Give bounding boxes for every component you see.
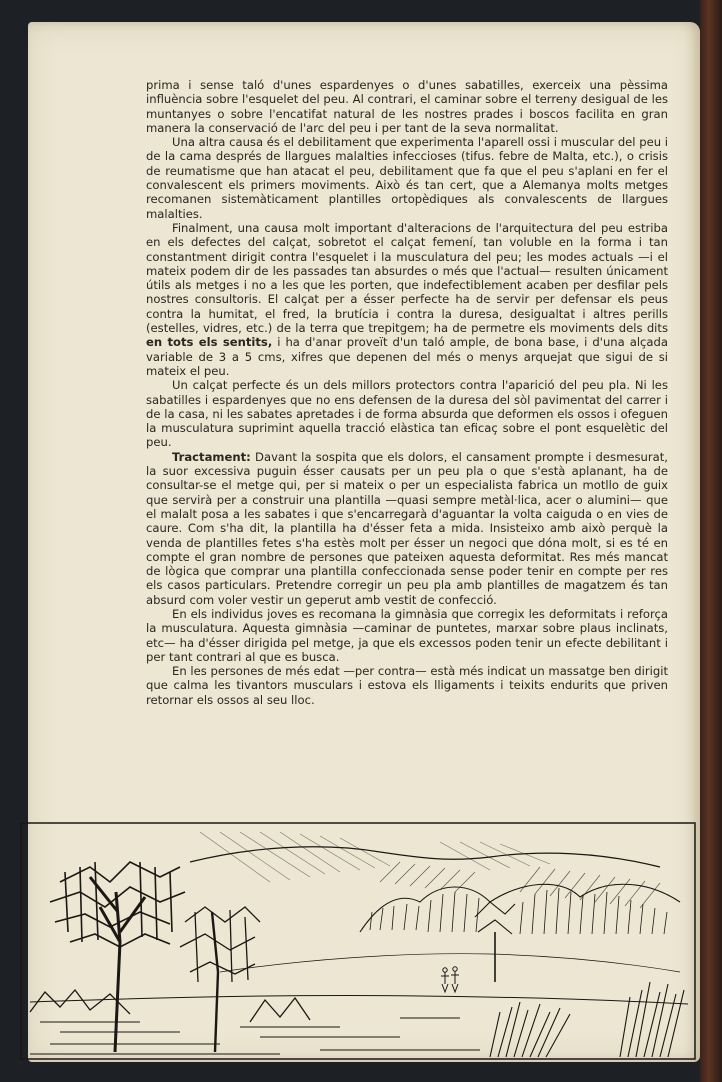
paragraph-3-text-end: i ha d'anar proveït d'un taló ample, de bona base, i d'una alçada variable de 3 a 5 cms, xifres que depenen del més o menys arquejat que sigui de si mateix el peu.: [146, 335, 669, 378]
treeline-hatching: [370, 888, 667, 934]
paragraph-3: [146, 221, 668, 378]
paragraph-7: En les persones de més edat —per contra— està més indicat un massatge ben dirigit que calma les tivantors musculars i estova els lligaments i teixits endurits que priven retornar els ossos al seu lloc.: [146, 664, 668, 707]
paragraph-5-text: Davant la sospita que els dolors, el cansament prompte i desmesurat, la suor excessiva puguin ésser causats per un peu pla o que s'està aplanant, ha de consultar-se el metge qui, per si mateix o per un especialista fabrica un motllo de guix que servirà per a construir una plantilla —quasi sempre metàl·lica, acer o alumini— que el malalt posa a les sabates i que s'encarregarà d'aguantar la volta caiguda o en vies de caure. Com s'ha dit, la plantilla ha d'ésser feta a mida. Insisteixo amb això perquè la venda de plantilles fetes s'ha estès molt per ésser un negoci que dóna molt, si es té en compte el gran nombre de persones que pateixen aquesta deformitat. Res més mancat de lògica que comprar una plantilla confeccionada sense poder tenir en compte per res els casos particulars. Pretendre corregir un peu pla amb plantilles de magatzem és tan absurd com voler vestir un geperut amb vestit de confecció.: [146, 449, 668, 607]
paragraph-4: Un calçat perfecte és un dels millors protectors contra l'aparició del peu pla. Ni les sabatilles i espardenyes que no ens defensen de la duresa del sòl pavimentat del carrer i de la casa, ni les sabates apretades i de forma absurda que deformen els ossos i ofeguen la musculatura suprimint aquella tracció elàstica tan eficaç sobre el pont esquelètic del peu.: [146, 378, 668, 450]
foreground-bushes: [30, 990, 310, 1022]
paragraph-3-text-start: Finalment, una causa molt important d'alteracions de l'arquitectura del peu estriba en els defectes del calçat, sobretot el calçat femení, tan voluble en la forma i tan constantment dirigit contra l'esquelet i la musculatura del peu; les modes actuals —i el mateix podem dir de les passades tan absurdes o més que l'actual— resulten únicament útils als metges i no a les que les porten, que indefectiblement acaben per desfilar pels nostres consultoris. El calçat per a ésser perfecte ha de servir per defensar els peus contra la humitat, el fred, la brutícia i contra la duresa, desigualtat i altres perills (estelles, vidres, etc.) de la terra que trepitgem; ha de permetre els moviments dels dits: [146, 220, 668, 336]
sky-hatching: [200, 832, 550, 882]
landscape-illustration: [20, 822, 696, 1062]
paragraph-3-emphasis: en tots els sentits,: [146, 335, 273, 350]
second-tree-trunk: [212, 912, 218, 1052]
paragraph-1: prima i sense taló d'unes espardenyes o d'unes sabatilles, exerceix una pèssima influència sobre l'esquelet del peu. Al contrari, el caminar sobre el terreny desigual de les muntanyes o sobre l'encatifat natural de les nostres prades i boscos facilita en gran manera la conservació de l'arc del peu i per tant de la seva normalitat.: [146, 78, 668, 135]
hill-outline: [190, 847, 660, 867]
article-body: [146, 78, 668, 707]
hill-hatching: [380, 862, 660, 908]
center-tree-foliage: [475, 902, 515, 934]
second-tree-foliage: [180, 907, 260, 982]
path-line: [220, 954, 680, 972]
treatment-heading: Tractament:: [172, 449, 251, 464]
book-spine-edge: [700, 0, 722, 1082]
foreground-reeds: [490, 982, 684, 1057]
walking-figures: [441, 967, 459, 992]
treeline-outline: [360, 884, 680, 932]
shoreline: [30, 995, 688, 1004]
paragraph-2: Una altra causa és el debilitament que experimenta l'aparell ossi i muscular del peu i de la cama després de llargues malalties infeccioses (tifus. febre de Malta, etc.), o crisis de reumatisme que han atacat el peu, debilitament que fa que el peu s'aplani en fer el convalescent els primers moviments. Això és tan cert, que a Alemanya molts metges recomanen sistemàticament plantilles ortopèdiques als convalescents de llargues malalties.: [146, 135, 668, 221]
paragraph-6: En els individus joves es recomana la gimnàsia que corregix les deformitats i reforça la musculatura. Aquesta gimnàsia —caminar de puntetes, marxar sobre plaus inclinats, etc— ha d'ésser dirigida pel metge, ja que els excessos poden tenir un efecte debilitant i per tant contrari al que es busca.: [146, 606, 668, 664]
water-reflections: [30, 1018, 480, 1054]
paragraph-5: [146, 450, 668, 607]
